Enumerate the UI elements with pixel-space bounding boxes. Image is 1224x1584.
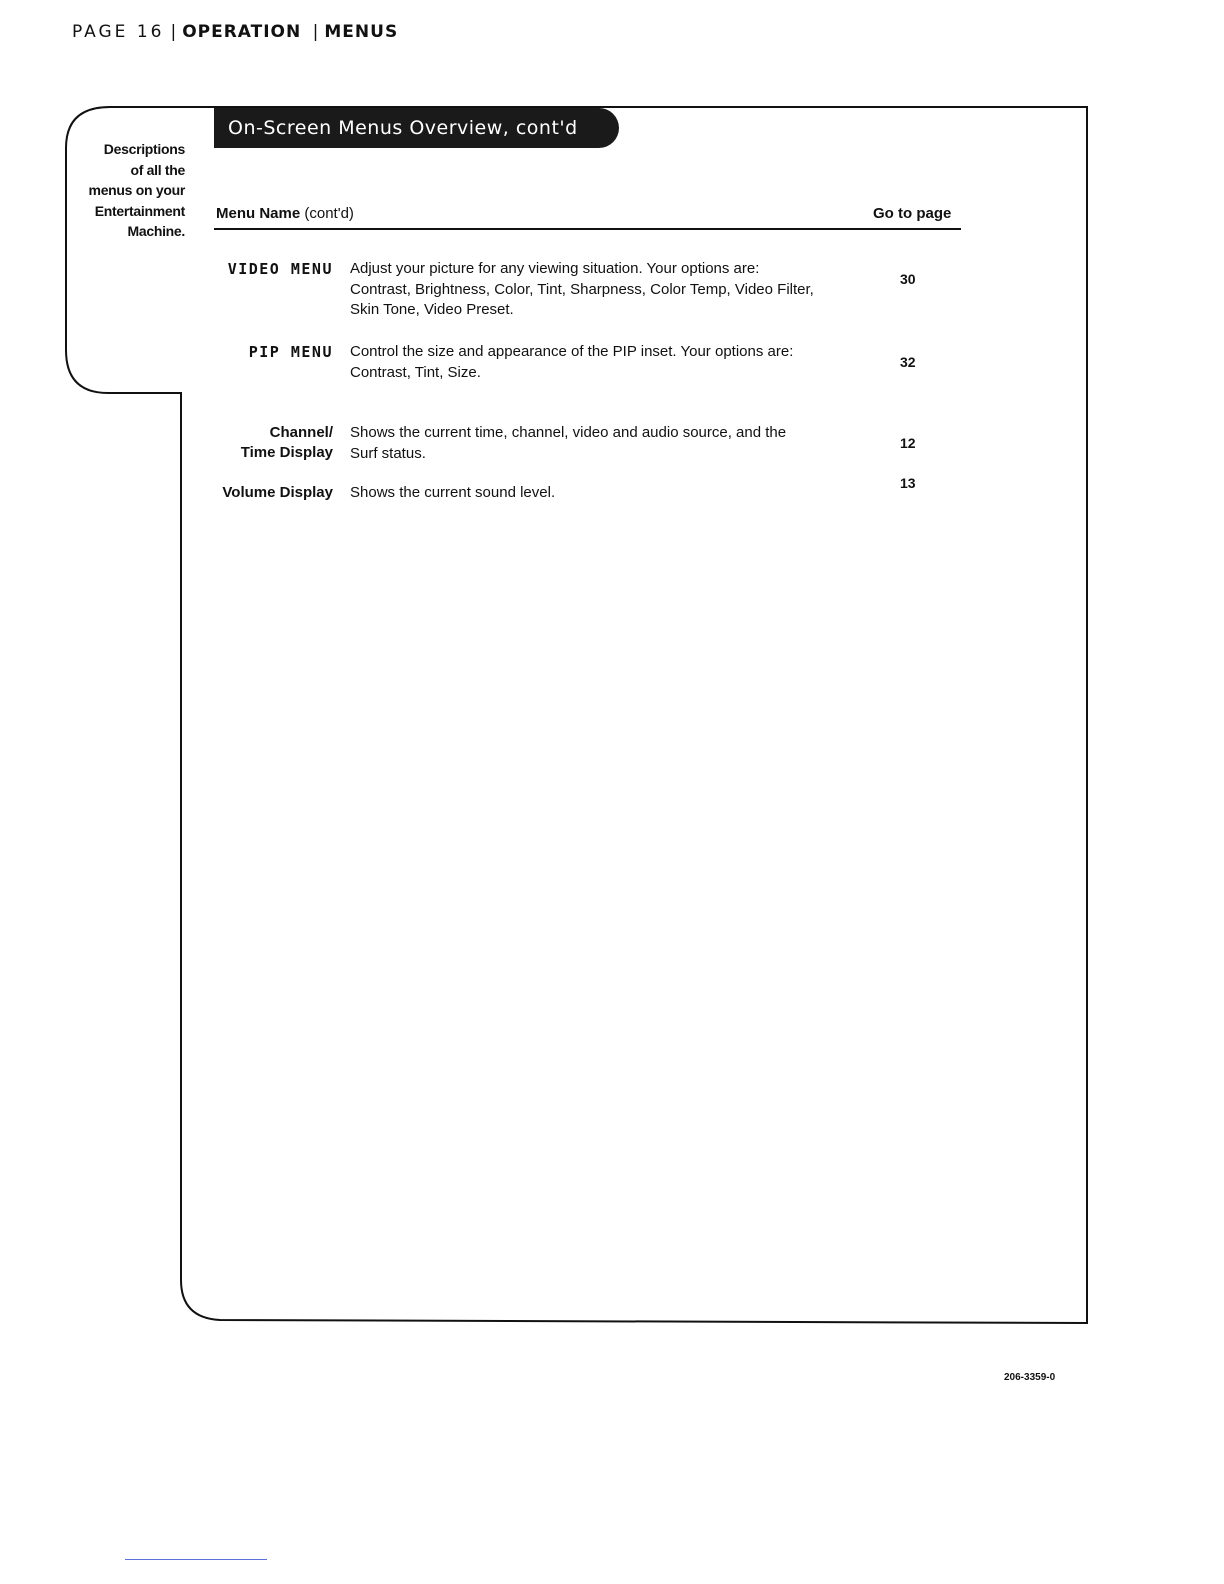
section-title: OPERATION — [182, 22, 302, 42]
sidebar-note-line: Descriptions — [103, 141, 185, 157]
sidebar-note-line: of all the — [130, 161, 185, 178]
go-to-page-column-header: Go to page — [873, 205, 952, 222]
sidebar-note-line: menus on your — [88, 182, 185, 198]
description-line: Skin Tone, Video Preset. — [350, 301, 514, 318]
section-banner: On-Screen Menus Overview, cont'd — [214, 108, 619, 148]
footer-link-line — [125, 1559, 267, 1560]
description-line: Control the size and appearance of the PIP inset. Your options are: — [350, 343, 794, 360]
menu-name-line: Time Display — [240, 444, 333, 461]
page-reference: 32 — [900, 354, 916, 370]
menu-name-line: Channel/ — [269, 424, 333, 441]
menu-name — [222, 483, 333, 503]
header-separator: | — [170, 22, 177, 42]
description-line: Surf status. — [350, 444, 426, 462]
description-line: Contrast, Brightness, Color, Tint, Sharpness, Color Temp, Video Filter, — [350, 280, 814, 298]
page-reference: 13 — [900, 475, 916, 491]
menu-description — [350, 342, 840, 383]
menu-name-line: Volume Display — [222, 484, 333, 501]
page-number: PAGE 16 — [72, 22, 165, 42]
page-reference: 30 — [900, 271, 916, 287]
header-rule — [214, 228, 961, 230]
menu-description — [350, 483, 840, 504]
contd-label: (cont'd) — [304, 205, 354, 222]
document-code: 206-3359-0 — [1004, 1372, 1056, 1383]
page-reference: 12 — [900, 435, 916, 451]
description-line: Shows the current time, channel, video and audio source, and the — [350, 424, 787, 441]
menu-description — [350, 259, 840, 321]
header-separator: | — [307, 22, 319, 42]
menu-name — [241, 423, 333, 463]
menu-name — [228, 259, 333, 279]
sidebar-note — [60, 139, 185, 242]
description-line: Adjust your picture for any viewing situation. Your options are: — [350, 260, 760, 277]
subsection-title: MENUS — [324, 22, 399, 42]
menu-description — [350, 423, 840, 464]
menu-name-label: Menu Name — [216, 205, 301, 222]
menu-name-line: PIP MENU — [248, 343, 333, 361]
menu-name — [249, 342, 333, 362]
description-line: Shows the current sound level. — [350, 484, 556, 501]
menu-name-line: VIDEO MENU — [227, 260, 333, 278]
menu-name-column-header — [216, 205, 354, 222]
sidebar-note-line: Machine. — [127, 223, 185, 239]
description-line: Contrast, Tint, Size. — [350, 363, 481, 381]
sidebar-note-line: Entertainment — [94, 202, 185, 219]
